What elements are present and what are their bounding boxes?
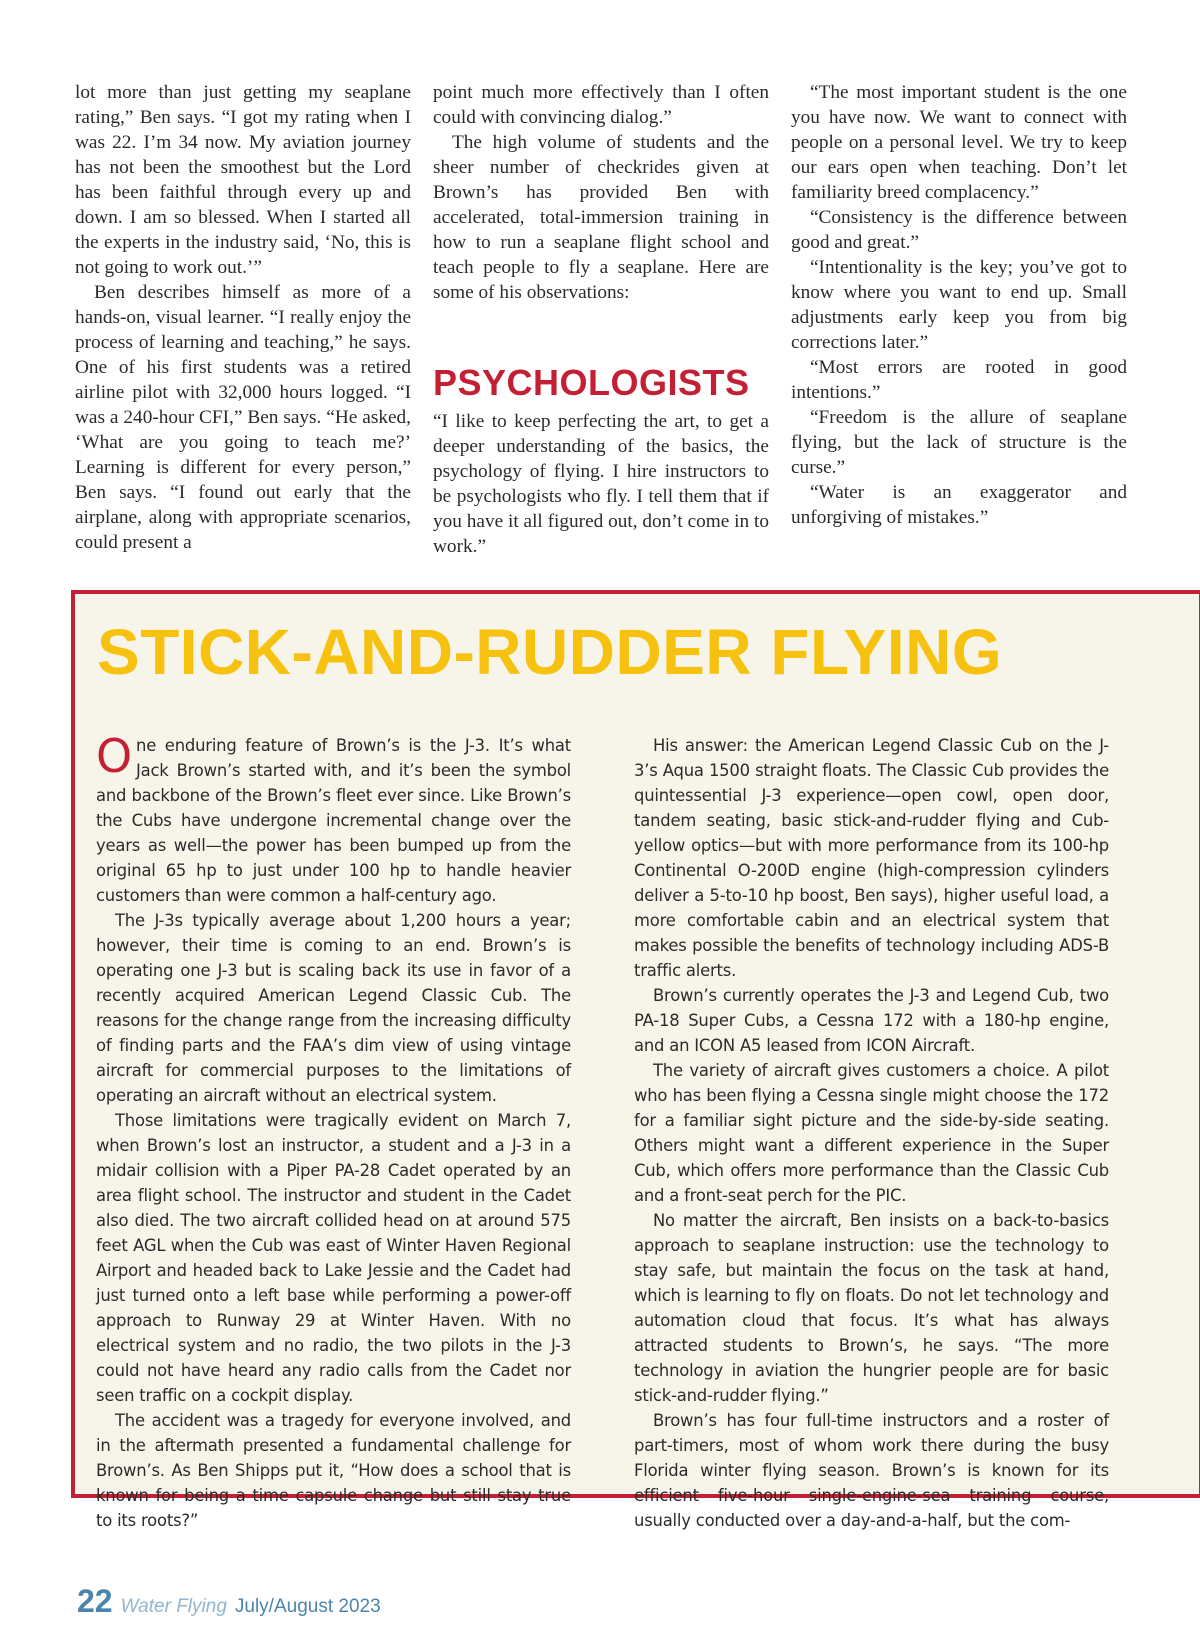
sidebar-paragraph — [96, 729, 571, 908]
article-column-1 — [75, 80, 411, 555]
sidebar-paragraph: No matter the aircraft, Ben insists on a back-to-basics approach to seaplane instruction: use the technology to stay safe, but maintain the focus on the task at hand, which is learning to fly on floats. Do not let technology and automation cloud that focus. It’s what has always attracted students to Brown’s, he says. “The more technology in aviation the hungrier people are for basic stick-and-rudder flying.” — [634, 1211, 1109, 1405]
sidebar-paragraph: His answer: the American Legend Classic Cub on the J-3’s Aqua 1500 straight floats. The Classic Cub provides the quintessential J-3 experience—open cowl, open door, tandem seating, basic stick-and-rudder flying and Cub-yellow optics—but with more performance from its 100-hp Continental O-200D engine (high-compression cylinders deliver a 5-to-10 hp boost, Ben says), higher useful load, a more comfortable cabin and an electrical system that makes possible the benefits of technology including ADS-B traffic alerts. — [634, 736, 1109, 980]
issue-date: July/August 2023 — [234, 1596, 381, 1617]
article-paragraph: “I like to keep perfecting the art, to get a deeper understanding of the basics, the psychology of flying. I hire instructors to be psychologists who fly. I tell them that if you have it all figured out, don’t come in to work.” — [433, 411, 769, 557]
page-number: 22 — [77, 1583, 113, 1619]
article-paragraph: “Water is an exaggerator and unforgiving of mistakes.” — [791, 482, 1127, 528]
sidebar-box — [71, 590, 1200, 1530]
article-column-3 — [791, 80, 1127, 530]
section-subhead: PSYCHOLOGISTS — [433, 362, 750, 403]
article-column-2 — [433, 80, 769, 559]
sidebar-paragraph: The J-3s typically average about 1,200 hours a year; however, their time is coming to an end. Brown’s is operating one J-3 but is scaling back its use in favor of a recently acquired American Legend Classic Cub. The reasons for the change range from the increasing difficulty of finding parts and the FAA’s dim view of using vintage aircraft for commercial purposes to the limitations of operating an aircraft without an electrical system. — [96, 911, 571, 1105]
sidebar-paragraph: The accident was a tragedy for everyone involved, and in the aftermath presented a fundamental challenge for Brown’s. As Ben Shipps put it, “How does a school that is known for being a time capsule change but still stay true to its roots?” — [96, 1411, 571, 1530]
page-footer — [77, 1583, 381, 1623]
article-paragraph: “Freedom is the allure of seaplane flying, but the lack of structure is the curse.” — [791, 407, 1127, 478]
article-paragraph: “Consistency is the difference between good and great.” — [791, 207, 1127, 253]
sidebar-column-right — [634, 733, 1109, 1533]
sidebar-paragraph: Those limitations were tragically evident on March 7, when Brown’s lost an instructor, a student and a J-3 in a midair collision with a Piper PA-28 Cadet operated by an area flight school. The instructor and student in the Cadet also died. The two aircraft collided head on at around 575 feet AGL when the Cub was east of Winter Haven Regional Airport and headed back to Lake Jessie and the Cadet had just turned onto a left base while performing a power-off approach to Runway 29 at Winter Haven. With no electrical system and no radio, the two pilots in the J-3 could not have heard any radio calls from the Cadet nor seen traffic on a cockpit display. — [96, 1111, 571, 1405]
sidebar-paragraph: Brown’s currently operates the J-3 and Legend Cub, two PA-18 Super Cubs, a Cessna 172 with a 180-hp engine, and an ICON A5 leased from ICON Aircraft. — [634, 986, 1109, 1055]
article-paragraph: “Intentionality is the key; you’ve got to know where you want to end up. Small adjustments early keep you from big corrections later.” — [791, 257, 1127, 353]
sidebar-column-left — [96, 729, 571, 1533]
article-paragraph: lot more than just getting my seaplane rating,” Ben says. “I got my rating when I was 22. I’m 34 now. My aviation journey has not been the smoothest but the Lord has been faithful through every up and down. I am so blessed. When I started all the experts in the industry said, ‘No, this is not going to work out.’” — [75, 82, 411, 278]
sidebar-paragraph: Brown’s has four full-time instructors and a roster of part-timers, most of whom work there during the busy Florida winter flying season. Brown’s is known for its efficient five-hour single-engine-sea training course, usually conducted over a day-and-a-half, but the com- — [634, 1411, 1109, 1530]
article-paragraph: Ben describes himself as more of a hands-on, visual learner. “I really enjoy the process of learning and teaching,” he says. One of his first students was a retired airline pilot with 32,000 hours logged. “I was a 240-hour CFI,” Ben says. “He asked, ‘What are you going to teach me?’ Learning is different for every person,” Ben says. “I found out early that the airplane, along with appropriate scenarios, could present a — [75, 282, 411, 553]
article-paragraph: point much more effectively than I often could with convincing dialog.” — [433, 82, 769, 128]
article-paragraph: The high volume of students and the sheer number of checkrides given at Brown’s has provided Ben with accelerated, total-immersion training in how to run a seaplane flight school and teach people to fly a seaplane. Here are some of his observations: — [433, 132, 769, 303]
sidebar-paragraph: The variety of aircraft gives customers a choice. A pilot who has been flying a Cessna single might choose the 172 for a familiar sight picture and the side-by-side seating. Others might want a different experience in the Super Cub, which offers more performance than the Classic Cub and a front-seat perch for the PIC. — [634, 1061, 1109, 1205]
article-paragraph: “The most important student is the one you have now. We want to connect with people on a personal level. We try to keep our ears open when teaching. Don’t let familiarity breed complacency.” — [791, 82, 1127, 203]
magazine-name: Water Flying — [120, 1596, 227, 1617]
article-paragraph: “Most errors are rooted in good intentions.” — [791, 357, 1127, 403]
drop-cap: O — [96, 729, 133, 783]
sidebar-title: STICK-AND-RUDDER FLYING — [97, 616, 1003, 688]
sidebar-paragraph-text: ne enduring feature of Brown’s is the J-3. It’s what Jack Brown’s started with, and it’s been the symbol and backbone of the Brown’s fleet ever since. Like Brown’s the Cubs have undergone incremental change over the years as well—the power has been bumped up from the original 65 hp to just under 100 hp to handle heavier customers than were common a half-century ago. — [96, 736, 571, 905]
